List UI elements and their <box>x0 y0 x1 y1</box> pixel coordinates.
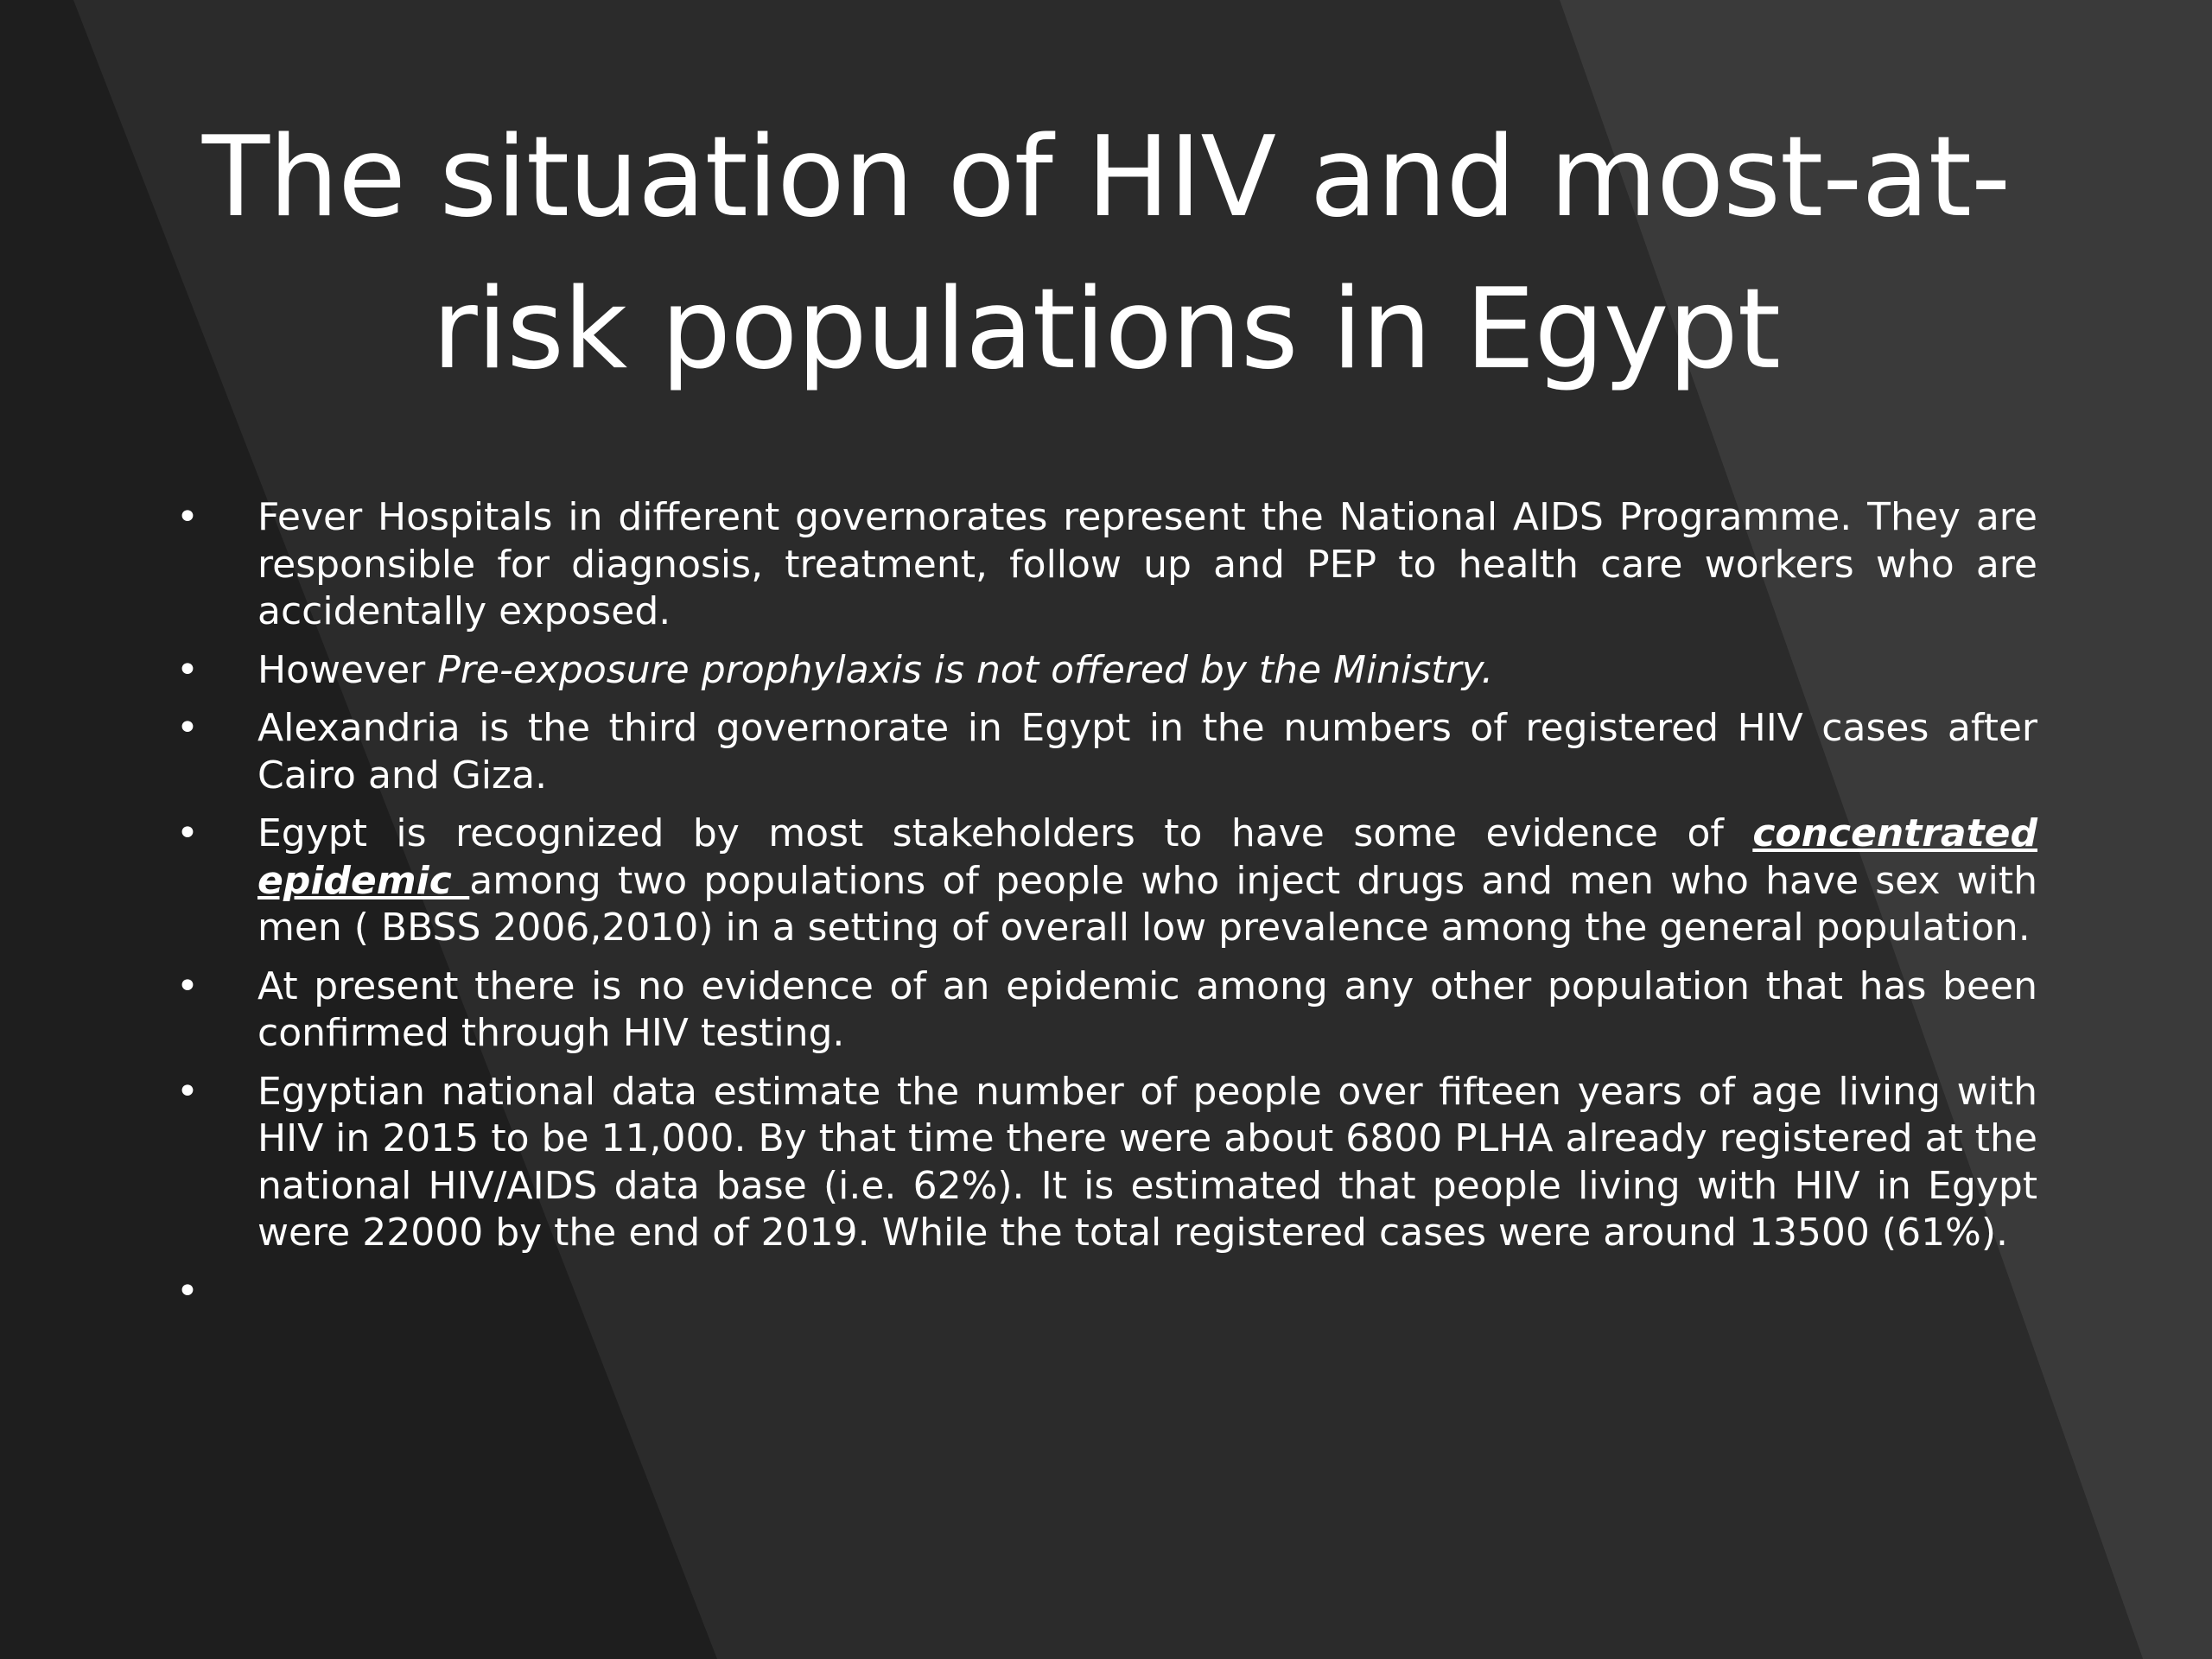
bullet-text: Egyptian national data estimate the number of people over fifteen years of age living with HIV in 2015 to be 11,000. By that time there were about 6800 PLHA already registered at the national HIV/AIDS data base (i.e. 62%). It is estimated that people living with HIV in Egypt were 22000 by the end of 2019. While the total registered cases were around 13500 (61%). <box>257 1069 2037 1255</box>
bullet-marker: • <box>176 1268 199 1313</box>
bullet-marker: • <box>176 963 199 1008</box>
bullet-text: However <box>257 647 438 692</box>
bullet-text: Alexandria is the third governorate in Egypt in the numbers of registered HIV cases after Cairo and Giza. <box>257 706 2037 798</box>
bullet-text: Egypt is recognized by most stakeholders to have some evidence of <box>257 811 1753 855</box>
bullet-item-fever-hospitals <box>164 494 2037 636</box>
bullet-marker: • <box>176 495 199 539</box>
bullet-item-national-data <box>164 1069 2037 1257</box>
bullet-item-concentrated-epidemic <box>164 810 2037 952</box>
bullet-item-no-evidence <box>164 963 2037 1058</box>
bullet-marker: • <box>176 647 199 692</box>
bullet-item-alexandria <box>164 705 2037 799</box>
bullet-text: Fever Hospitals in different governorates represent the National AIDS Programme. They are responsible for diagnosis, treatment, follow up and PEP to health care workers who are accidentally exposed. <box>257 495 2037 633</box>
bullet-list <box>164 494 2037 1326</box>
bullet-item-prep <box>164 647 2037 695</box>
bullet-text-emphasis: concentrated epidemic <box>257 811 2037 903</box>
slide-title: The situation of HIV and most-at-risk populations in Egypt <box>201 113 2011 394</box>
bullet-text-italic: Pre-exposure prophylaxis is not offered by the Ministry. <box>437 647 1494 692</box>
bullet-marker: • <box>176 1069 199 1114</box>
bullet-marker: • <box>176 706 199 750</box>
bullet-text: At present there is no evidence of an epidemic among any other population that has been confirmed through HIV testing. <box>257 963 2037 1055</box>
bullet-marker: • <box>176 811 199 855</box>
bullet-text-continued: among two populations of people who inject drugs and men who have sex with men ( BBSS 2006,2010) in a setting of overall low prevalence among the general population. <box>257 858 2037 950</box>
bullet-item-empty <box>164 1268 2037 1316</box>
